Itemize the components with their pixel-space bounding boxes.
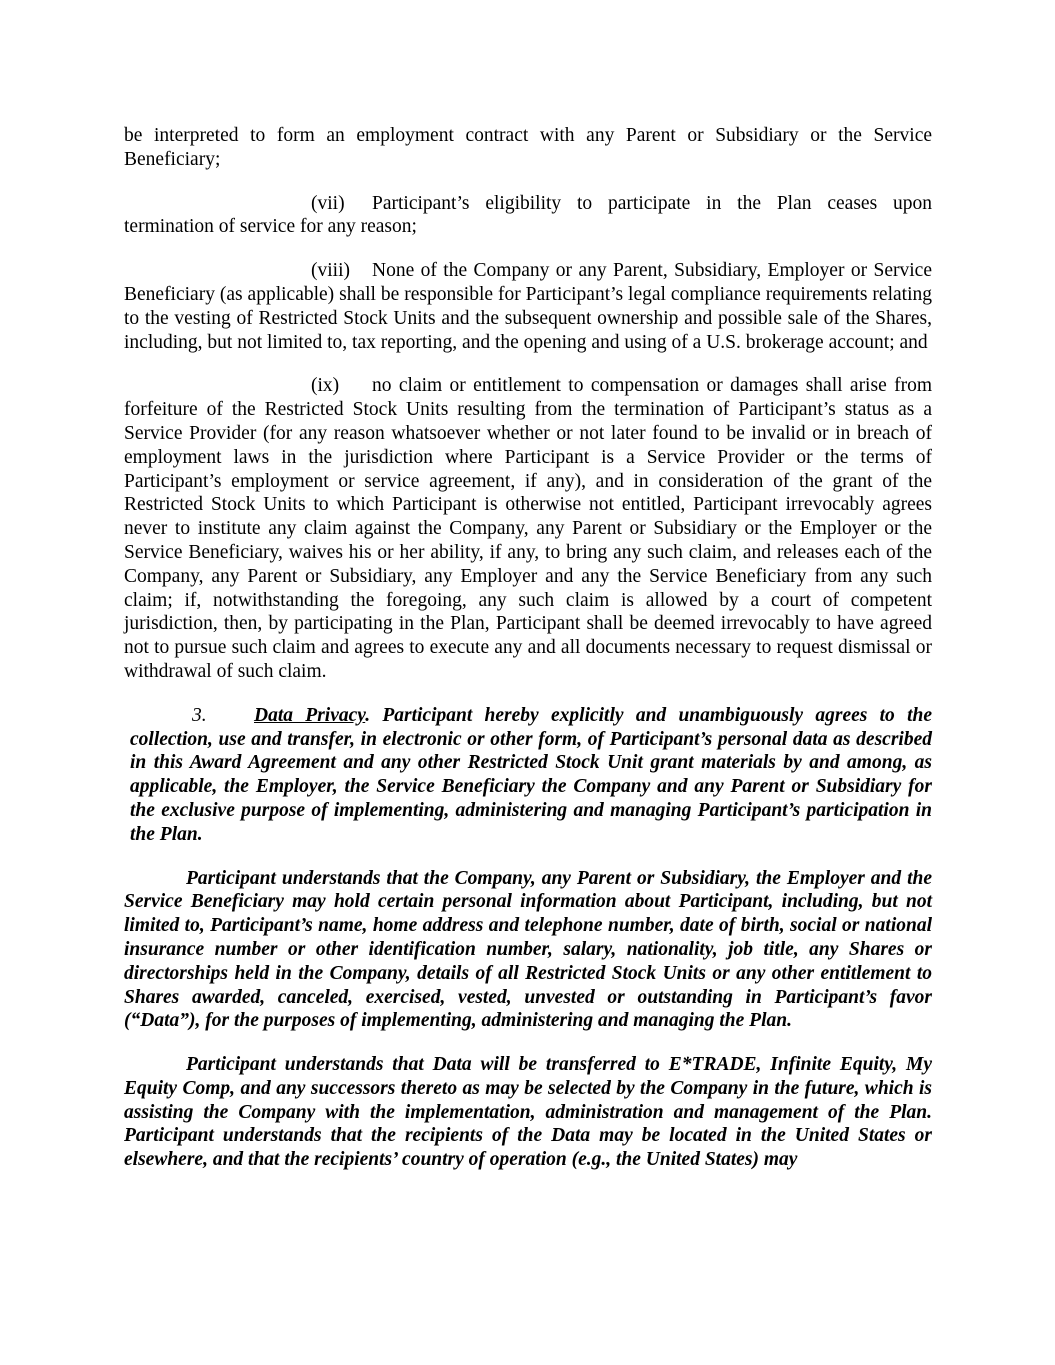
item-label-vii: (vii) <box>311 192 345 214</box>
item-label-ix: (ix) <box>311 375 340 397</box>
paragraph-item-viii <box>124 259 932 354</box>
document-page <box>124 124 932 1192</box>
paragraph-item-ix <box>124 374 932 683</box>
item-text-vii: Participant’s eligibility to participate in the Plan ceases upon termination of service for any reason; <box>124 192 932 238</box>
item-label-viii: (viii) <box>311 260 350 282</box>
paragraph-continuation: be interpreted to form an employment contract with any Parent or Subsidiary or the Service Beneficiary; <box>124 125 932 170</box>
data-privacy-paragraph-3: Participant understands that Data will be transferred to E*TRADE, Infinite Equity, My Equity Comp, and any successors thereto as may be selected by the Company in the future, which is assisting the Company with the implementation, administration and management of the Plan. Participant understands that the recipients of the Data may be located in the United States or elsewhere, and that the recipients’ country of operation (e.g., the United States) may <box>124 1054 932 1171</box>
section-3-text: Participant hereby explicitly and unambiguously agrees to the collection, use and transfer, in electronic or other form, of Participant’s personal data as described in this Award Agreement and any other Restricted Stock Unit grant materials by and among, as applicable, the Employer, the Service Beneficiary the Company and any Parent or Subsidiary for the exclusive purpose of implementing, administering and managing Participant’s participation in the Plan. <box>130 704 932 845</box>
section-number: 3. <box>192 704 207 726</box>
item-text-viii: None of the Company or any Parent, Subsidiary, Employer or Service Beneficiary (as applicable) shall be responsible for Participant’s legal compliance requirements relating to the vesting of Restricted Stock Units and the subsequent ownership and possible sale of the Shares, including, but not limited to, tax reporting, and the opening and using of a U.S. brokerage account; and <box>124 260 932 353</box>
section-title: Data Privacy <box>254 704 366 726</box>
paragraph-item-vii <box>124 192 932 240</box>
data-privacy-paragraph-2: Participant understands that the Company, any Parent or Subsidiary, the Employer and the Service Beneficiary may hold certain personal information about Participant, including, but not limited to, Participant’s name, home address and telephone number, date of birth, social or national insurance number or other identification number, salary, nationality, job title, any Shares or directorships held in the Company, details of all Restricted Stock Units or any other entitlement to Shares awarded, canceled, exercised, vested, unvested or outstanding in Participant’s favor (“Data”), for the purposes of implementing, administering and managing the Plan. <box>124 867 932 1032</box>
section-title-punct: . <box>365 704 371 726</box>
section-3-data-privacy <box>124 704 932 847</box>
item-text-ix: no claim or entitlement to compensation or damages shall arise from forfeiture of the Restricted Stock Units resulting from the termination of Participant’s status as a Service Provider (for any reason whatsoever whether or not later found to be invalid or in breach of employment laws in the jurisdiction where Participant is a Service Provider or the terms of Participant’s employment or service agreement, if any), and in consideration of the grant of the Restricted Stock Units to which Participant is otherwise not entitled, Participant irrevocably agrees never to institute any claim against the Company, any Parent or Subsidiary or the Employer or the Service Beneficiary, waives his or her ability, if any, to bring any such claim, and releases each of the Company, any Parent or Subsidiary, any Employer and any the Service Beneficiary from any such claim; if, notwithstanding the foregoing, any such claim is allowed by a court of competent jurisdiction, then, by participating in the Plan, Participant shall be deemed irrevocably to have agreed not to pursue such claim and agrees to execute any and all documents necessary to request dismissal or withdrawal of such claim. <box>124 375 932 682</box>
